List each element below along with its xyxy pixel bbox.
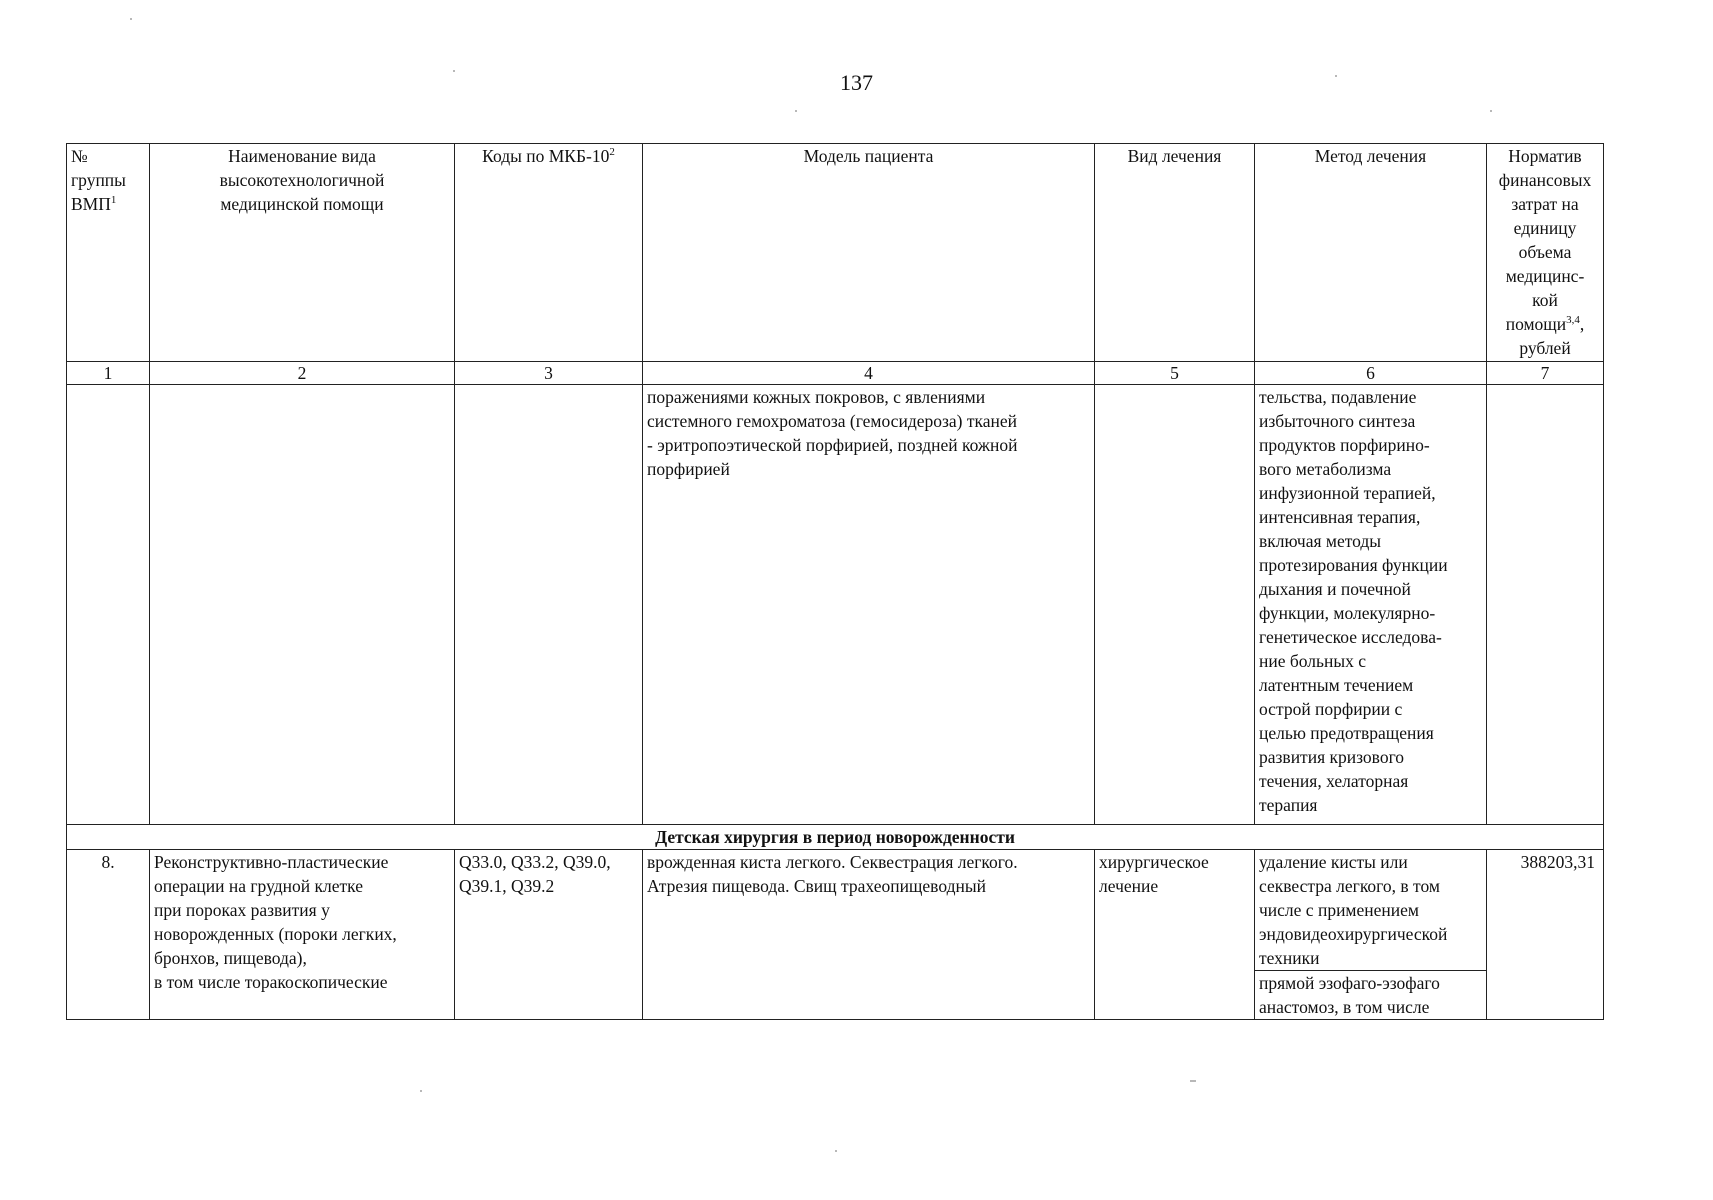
- header-treatment-method: Метод лечения: [1255, 144, 1487, 362]
- group-number: 8.: [67, 850, 150, 1020]
- scan-speck: [835, 1150, 837, 1152]
- header-treatment-type: Вид лечения: [1095, 144, 1255, 362]
- scan-speck: [1490, 110, 1492, 112]
- header-group-number: № группы ВМП$^1$: [67, 144, 150, 362]
- scan-speck: [1335, 75, 1337, 77]
- scan-speck: [795, 110, 797, 112]
- header-patient-model: Модель пациента: [643, 144, 1095, 362]
- continuation-patient-model: поражениями кожных покровов, с явлениями системного гемохроматоза (гемосидероза) тканей - эритропоэтической порфирией, поздней кожной порфирией: [643, 385, 1095, 825]
- scan-speck: [420, 1090, 422, 1092]
- scan-speck: [1190, 1080, 1196, 1082]
- header-icd-codes: Коды по МКБ-$10^2$: [455, 144, 643, 362]
- column-number: 1: [67, 362, 150, 385]
- column-number: 2: [150, 362, 455, 385]
- cell-empty: [150, 385, 455, 825]
- header-care-type: Наименование вида высокотехнологичной медицинской помощи: [150, 144, 455, 362]
- table-row: [67, 850, 1604, 1020]
- continuation-treatment-method: тельства, подавление избыточного синтеза продуктов порфирино- вого метаболизма инфузионной терапией, интенсивная терапия, включая методы протезирования функции дыхания и почечной функции, молекулярно- генетическое исследова- ние больных с латентным течением острой порфирии с целью предотвращения развития кризового течения, хелаторная терапия: [1255, 385, 1487, 825]
- treatment-type: хирургическое лечение: [1095, 850, 1255, 1020]
- continuation-row: [67, 385, 1604, 825]
- scan-speck: [453, 70, 455, 72]
- icd-codes: Q33.0, Q33.2, Q39.0, Q39.1, Q39.2: [455, 850, 643, 1020]
- column-number: 4: [643, 362, 1095, 385]
- care-type-name: Реконструктивно-пластические операции на грудной клетке при пороках развития у новорожденных (пороки легких, бронхов, пищевода), в том числе торакоскопические: [150, 850, 455, 1020]
- cell-empty: [455, 385, 643, 825]
- header-row: [67, 144, 1604, 362]
- cell-empty: [1095, 385, 1255, 825]
- section-row: [67, 825, 1604, 850]
- cell-empty: [1487, 385, 1604, 825]
- page-number: 137: [840, 70, 873, 95]
- column-number: 6: [1255, 362, 1487, 385]
- cost-norm: 388203,31: [1487, 850, 1604, 1020]
- header-cost-norm: Норматив финансовых затрат на единицу объема медицинс- кой помощи$^{3,4}$, рублей: [1487, 144, 1604, 362]
- column-number-row: [67, 362, 1604, 385]
- section-title: Детская хирургия в период новорожденности: [67, 825, 1604, 850]
- scan-speck: [130, 18, 132, 20]
- cell-empty: [67, 385, 150, 825]
- column-number: 7: [1487, 362, 1604, 385]
- method-option: удаление кисты или секвестра легкого, в том числе с применением эндовидеохирургической техники: [1255, 850, 1486, 971]
- patient-model: врожденная киста легкого. Секвестрация легкого. Атрезия пищевода. Свищ трахеопищеводный: [643, 850, 1095, 1020]
- treatment-method: [1255, 850, 1487, 1020]
- column-number: 5: [1095, 362, 1255, 385]
- column-number: 3: [455, 362, 643, 385]
- vmp-table: [66, 143, 1604, 1020]
- method-option: прямой эзофаго-эзофаго анастомоз, в том числе: [1259, 973, 1440, 1017]
